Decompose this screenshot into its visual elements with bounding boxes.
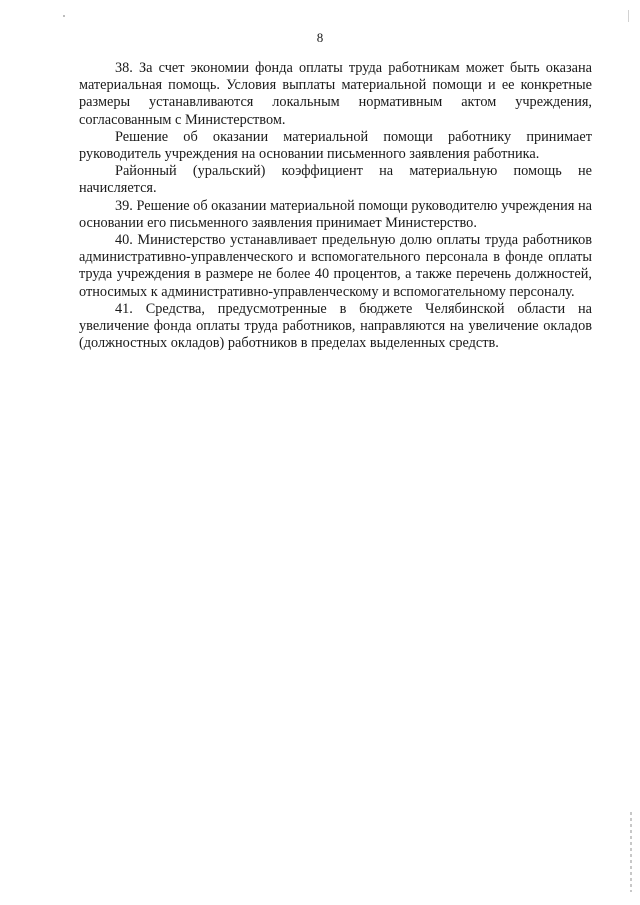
paragraph-39: 39. Решение об оказании материальной помощи руководителю учреждения на основании его письменного заявления принимает Министерство. xyxy=(79,197,592,231)
paragraph-41: 41. Средства, предусмотренные в бюджете Челябинской области на увеличение фонда оплаты труда работников, направляются на увеличение окладов (должностных окладов) работников в пределах выделенных средств. xyxy=(79,300,592,352)
page-number: 8 xyxy=(316,30,324,45)
scan-artifact xyxy=(63,15,65,17)
paragraph-38: 38. За счет экономии фонда оплаты труда работникам может быть оказана материальная помощь. Условия выплаты материальной помощи и ее конкретные размеры устанавливаются локальным нормативным актом учреждения, согласованным с Министерством. xyxy=(79,60,592,128)
paragraph-40: 40. Министерство устанавливает предельную долю оплаты труда работников административно-управленческого и вспомогательного персонала в фонде оплаты труда учреждения в размере не более 40 процентов, а также перечень должностей, относимых к административно-управленческому и вспомогательному персоналу. xyxy=(79,232,592,300)
document-body xyxy=(79,60,592,352)
paragraph-38-coefficient: Районный (уральский) коэффициент на материальную помощь не начисляется. xyxy=(79,163,592,197)
scan-artifact xyxy=(630,812,632,892)
scan-artifact xyxy=(628,10,629,22)
paragraph-38-decision: Решение об оказании материальной помощи работнику принимает руководитель учреждения на основании письменного заявления работника. xyxy=(79,128,592,163)
